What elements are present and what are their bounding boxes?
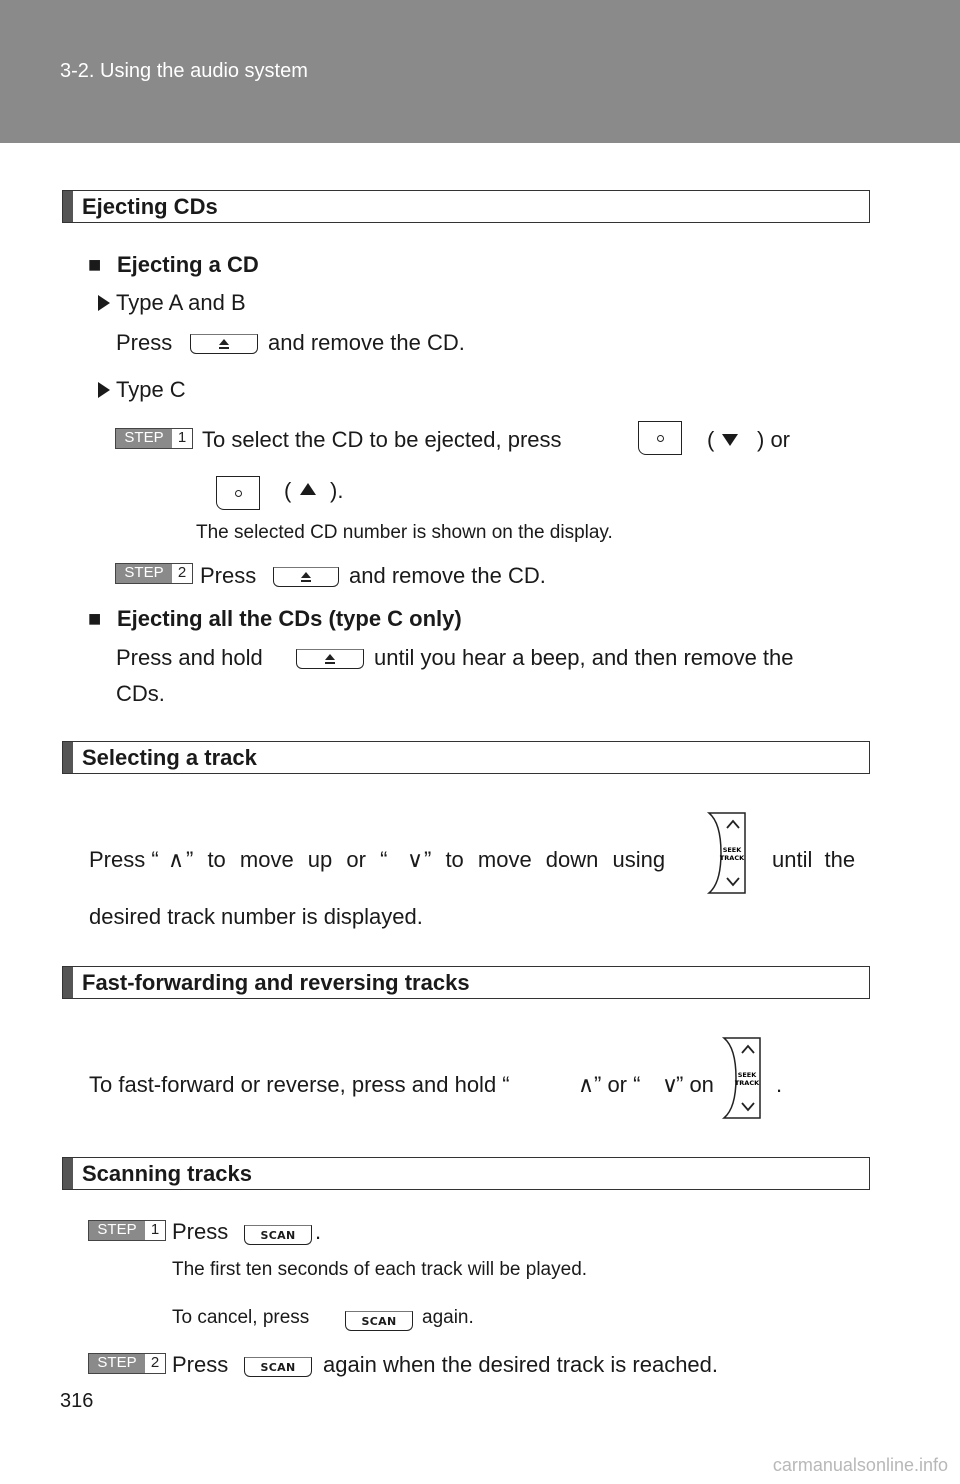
arrow-bullet-icon	[98, 295, 110, 311]
disc-down-button[interactable]	[638, 421, 682, 455]
triangle-up-icon	[300, 483, 316, 495]
section-fast-forward	[62, 966, 870, 999]
square-bullet-icon: ■	[88, 606, 102, 631]
section-bar	[63, 1158, 73, 1189]
track-label: TRACK	[719, 854, 745, 862]
step-badge-1: STEP 1	[88, 1220, 166, 1241]
section-title: Selecting a track	[82, 745, 257, 770]
seek-track-button[interactable]	[703, 810, 749, 896]
disc-up-button[interactable]	[216, 476, 260, 510]
seek-label: SEEK	[737, 1071, 757, 1079]
section-ejecting-cds	[62, 190, 870, 223]
step-badge-2: STEP 2	[88, 1353, 166, 1374]
step-badge-1: STEP 1	[115, 428, 193, 449]
eject-button[interactable]	[273, 567, 339, 587]
section-selecting-track	[62, 741, 870, 774]
section-scanning-tracks	[62, 1157, 870, 1190]
type-ab-label: Type A and B	[116, 290, 246, 315]
section-bar	[63, 967, 73, 998]
scan-button[interactable]: SCAN	[345, 1311, 413, 1331]
scan-button[interactable]: SCAN	[244, 1225, 312, 1245]
seek-label: SEEK	[722, 846, 742, 854]
section-title: Scanning tracks	[82, 1161, 252, 1186]
selected-note: The selected CD number is shown on the display.	[196, 522, 613, 543]
scan-button[interactable]: SCAN	[244, 1357, 312, 1377]
type-c-label: Type C	[116, 377, 186, 402]
header-title: 3-2. Using the audio system	[60, 60, 308, 82]
eject-icon	[325, 654, 335, 660]
subheading-eject-all: Ejecting all the CDs (type C only)	[117, 606, 462, 631]
section-title: Fast-forwarding and reversing tracks	[82, 970, 470, 995]
scan-note: The first ten seconds of each track will be played.	[172, 1259, 588, 1280]
remove-text: and remove the CD.	[268, 330, 465, 355]
eject-button[interactable]	[190, 334, 258, 354]
disc-indicator-icon	[235, 490, 242, 497]
section-title: Ejecting CDs	[82, 194, 218, 219]
seek-track-button[interactable]	[716, 1035, 766, 1121]
section-bar	[63, 742, 73, 773]
press-text: Press	[116, 330, 173, 355]
triangle-down-icon	[722, 434, 738, 446]
page-number: 316	[60, 1390, 94, 1412]
track-label: TRACK	[734, 1079, 760, 1087]
arrow-bullet-icon	[98, 382, 110, 398]
eject-icon	[219, 339, 229, 345]
eject-button[interactable]	[296, 649, 364, 669]
disc-indicator-icon	[657, 435, 664, 442]
section-bar	[63, 191, 73, 222]
subheading-eject-single: Ejecting a CD	[117, 252, 259, 277]
step-badge-2: STEP 2	[115, 563, 193, 584]
square-bullet-icon: ■	[88, 252, 102, 277]
eject-icon	[301, 572, 311, 578]
watermark: carmanualsonline.info	[772, 1455, 948, 1475]
page-header	[0, 0, 960, 143]
step1-text: To select the CD to be ejected, press	[202, 427, 562, 452]
